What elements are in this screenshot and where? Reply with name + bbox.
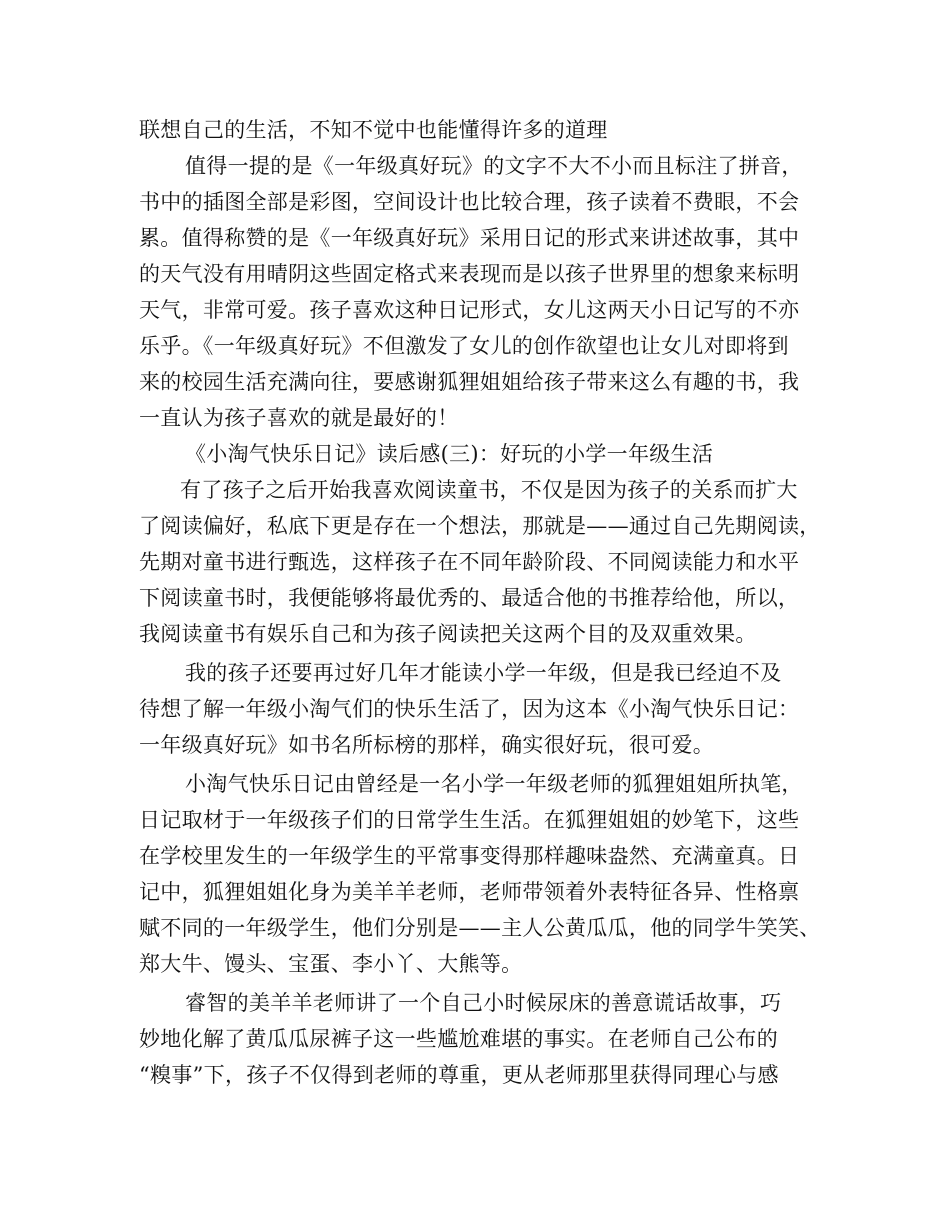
text-line: 有了孩子之后开始我喜欢阅读童书，不仅是因为孩子的关系而扩大 [180, 478, 798, 502]
text-line: “糗事”下，孩子不仅得到老师的尊重，更从老师那里获得同理心与感 [139, 1063, 779, 1087]
text-line: 我的孩子还要再过好几年才能读小学一年级，但是我已经迫不及 [185, 661, 782, 685]
text-line: 累。值得称赞的是《一年级真好玩》采用日记的形式来讲述故事，其中 [139, 226, 800, 250]
text-line: 赋不同的一年级学生，他们分别是——主人公黄瓜瓜，他的同学牛笑笑、 [139, 916, 821, 940]
text-line: 记中，狐狸姐姐化身为美羊羊老师，老师带领着外表特征各异、性格禀 [139, 880, 800, 904]
text-line: 待想了解一年级小淘气们的快乐生活了，因为这本《小淘气快乐日记： [139, 697, 800, 721]
text-line: 了阅读偏好，私底下更是存在一个想法，那就是——通过自己先期阅读， [139, 514, 821, 538]
text-line: 来的校园生活充满向往，要感谢狐狸姐姐给孩子带来这么有趣的书，我 [139, 370, 800, 394]
text-line: 郑大牛、馒头、宝蛋、李小丫、大熊等。 [139, 952, 523, 976]
text-line: 天气，非常可爱。孩子喜欢这种日记形式，女儿这两天小日记写的不亦 [139, 298, 800, 322]
text-line: 一年级真好玩》如书名所标榜的那样，确实很好玩，很可爱。 [139, 733, 715, 757]
text-line: 小淘气快乐日记由曾经是一名小学一年级老师的狐狸姐姐所执笔， [185, 772, 803, 796]
text-line: 书中的插图全部是彩图，空间设计也比较合理，孩子读着不费眼，不会 [139, 190, 800, 214]
text-line: 日记取材于一年级孩子们的日常学生生活。在狐狸姐姐的妙笔下，这些 [139, 808, 800, 832]
text-line: 妙地化解了黄瓜瓜尿裤子这一些尴尬难堪的事实。在老师自己公布的 [139, 1027, 778, 1051]
text-line: 值得一提的是《一年级真好玩》的文字不大不小而且标注了拼音， [185, 154, 803, 178]
text-line: 联想自己的生活，不知不觉中也能懂得许多的道理 [139, 118, 608, 142]
text-line: 的天气没有用晴阴这些固定格式来表现而是以孩子世界里的想象来标明 [139, 262, 800, 286]
text-line: 下阅读童书时，我便能够将最优秀的、最适合他的书推荐给他，所以， [139, 586, 800, 610]
text-line: 在学校里发生的一年级学生的平常事变得那样趣味盎然、充满童真。日 [139, 844, 800, 868]
text-line: 乐乎。《一年级真好玩》不但激发了女儿的创作欲望也让女儿对即将到 [139, 334, 789, 358]
text-line: 先期对童书进行甄选，这样孩子在不同年龄阶段、不同阅读能力和水平 [139, 550, 800, 574]
text-line: 我阅读童书有娱乐自己和为孩子阅读把关这两个目的及双重效果。 [139, 622, 757, 646]
section-title: 《小淘气快乐日记》读后感(三)：好玩的小学一年级生活 [185, 442, 714, 466]
text-line: 一直认为孩子喜欢的就是最好的！ [139, 406, 459, 430]
text-line: 睿智的美羊羊老师讲了一个自己小时候尿床的善意谎话故事，巧 [185, 991, 782, 1015]
